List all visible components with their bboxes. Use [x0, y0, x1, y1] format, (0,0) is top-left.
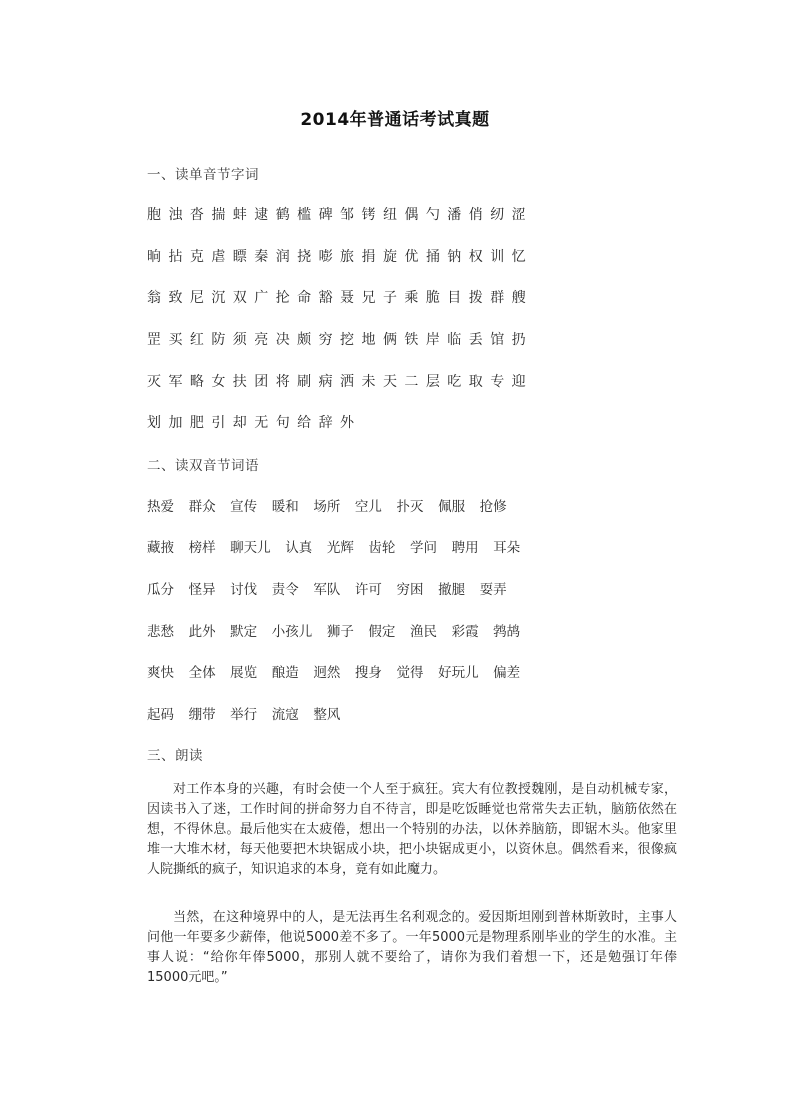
word-line: 瓜分 怪异 讨伐 责令 军队 许可 穷困 撤腿 耍弄 [147, 582, 507, 598]
document-title: 2014年普通话考试真题 [300, 110, 490, 130]
char-line: 划 加 肥 引 却 无 句 给 辞 外 [147, 415, 355, 431]
char-line: 晌 拈 克 虐 瞟 秦 润 挠 嘭 旅 捐 旋 优 捅 钠 权 训 忆 [147, 249, 527, 265]
char-line: 灭 军 略 女 扶 团 将 刷 病 洒 未 天 二 层 吃 取 专 迎 [147, 374, 527, 390]
word-line: 起码 绷带 举行 流寇 整风 [147, 707, 341, 723]
reading-paragraph: 当然，在这种境界中的人，是无法再生名利观念的。爱因斯坦刚到普林斯敦时，主事人问他一年要多少薪俸，他说5000差不多了。一年5000元是物理系刚毕业的学生的水准。主事人说：“给你年俸5000，那别人就不要给了，请你为我们着想一下，还是勉强订年俸15000元吧。” [147, 910, 677, 985]
word-line: 爽快 全体 展览 酿造 迥然 搜身 觉得 好玩儿 偏差 [147, 665, 521, 681]
word-line: 热爱 群众 宣传 暖和 场所 空儿 扑灭 佩服 抢修 [147, 499, 507, 515]
char-line: 胞 浊 沓 揣 蚌 逮 鹤 槛 碑 邹 铐 纽 偶 勺 潘 俏 纫 涩 [147, 207, 527, 223]
reading-paragraph: 对工作本身的兴趣，有时会使一个人至于疯狂。宾大有位教授魏刚，是自动机械专家，因读书入了迷，工作时间的拼命努力自不待言，即是吃饭睡觉也常常失去正轨，脑筋依然在想，不得休息。最后他实在太疲倦，想出一个特别的办法，以休养脑筋，即锯木头。他家里堆一大堆木材，每天他要把木块锯成小块，把小块锯成更小，以资休息。偶然看来，很像疯人院撕纸的疯子，知识追求的本身，竟有如此魔力。 [147, 782, 677, 877]
char-line: 罡 买 红 防 须 亮 决 颇 穷 挖 地 俩 铁 岸 临 丢 馆 扔 [147, 332, 527, 348]
word-line: 藏掖 榜样 聊天儿 认真 光辉 齿轮 学问 聘用 耳朵 [147, 540, 521, 556]
section-heading-reading: 三、朗读 [147, 748, 203, 764]
section-heading-double-syllable: 二、读双音节词语 [147, 458, 259, 474]
section-heading-single-syllable: 一、读单音节字词 [147, 167, 259, 183]
word-line: 悲愁 此外 默定 小孩儿 狮子 假定 渔民 彩霞 鹁鸪 [147, 624, 521, 640]
char-line: 翁 致 尼 沉 双 广 抡 命 豁 聂 兄 子 乘 脆 目 拨 群 艘 [147, 290, 527, 306]
